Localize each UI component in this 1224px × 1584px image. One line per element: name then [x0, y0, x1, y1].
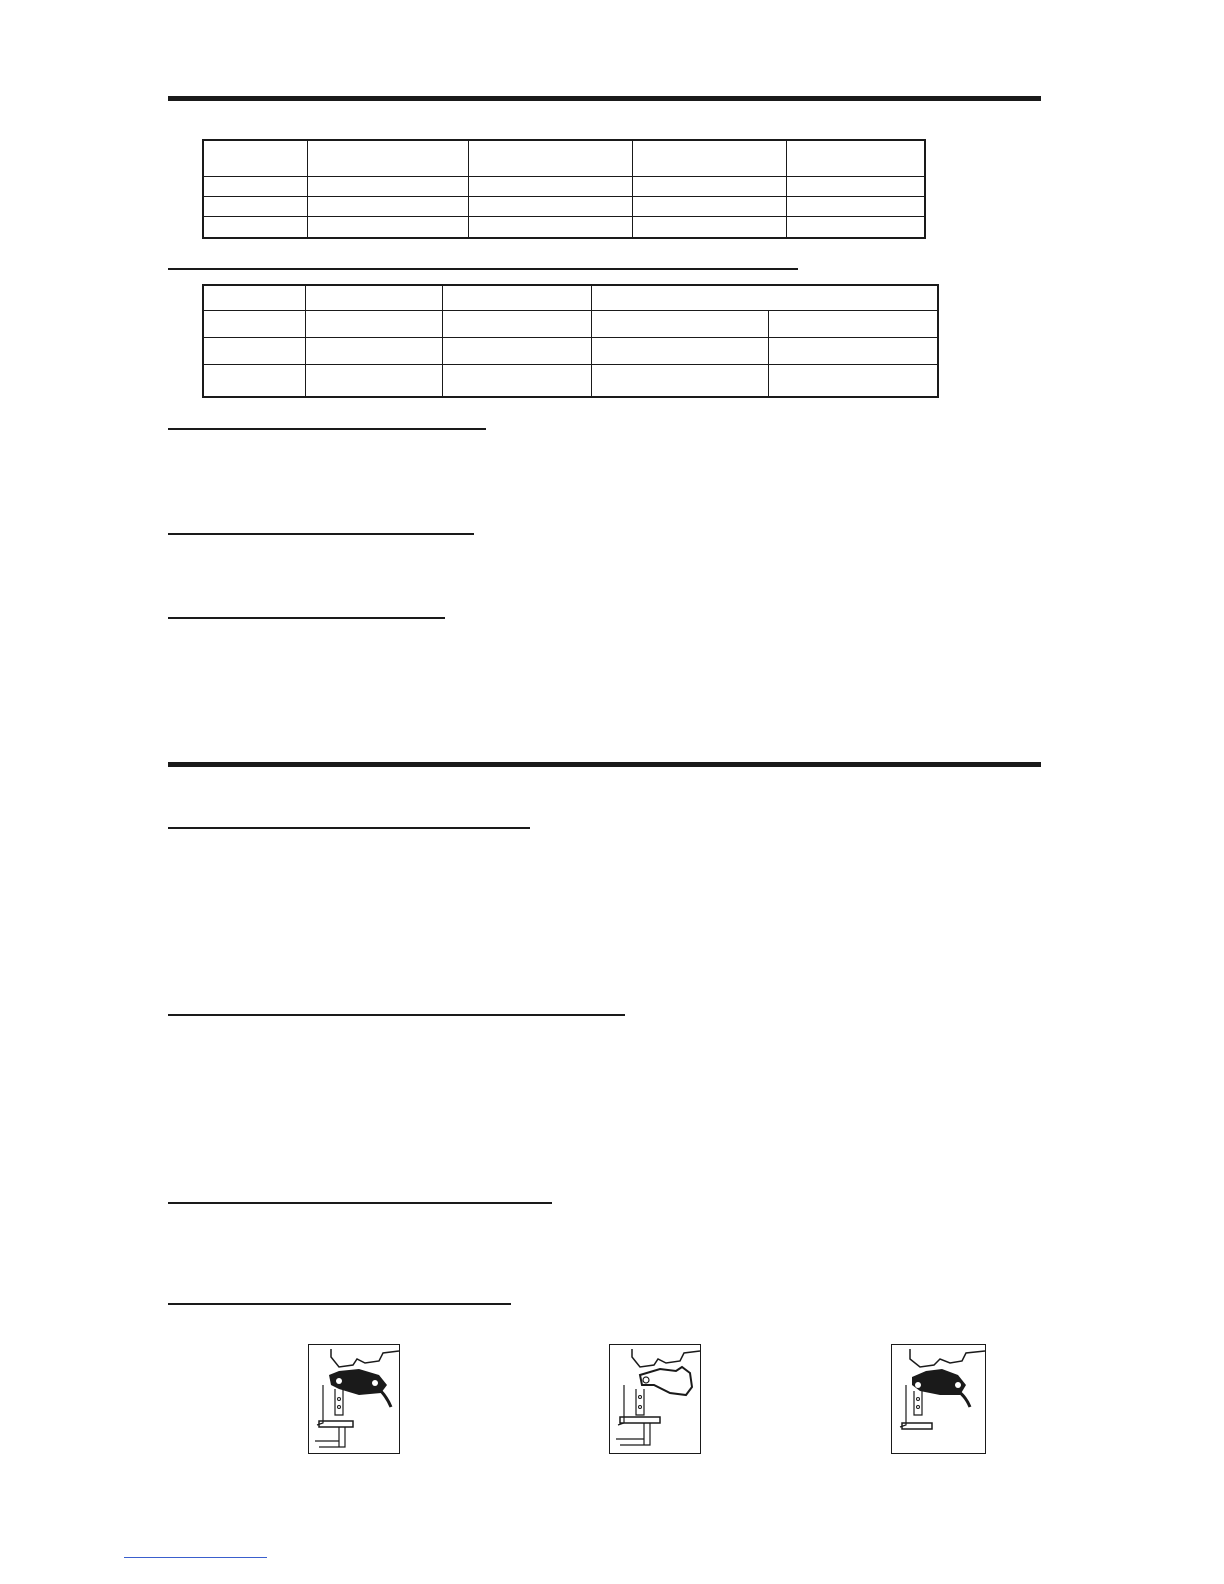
subheading-rule — [168, 617, 445, 619]
table-cell — [203, 140, 307, 176]
section-1-rule — [168, 96, 1041, 101]
table-cell — [203, 176, 307, 196]
table-cell — [203, 196, 307, 216]
table-cell — [768, 310, 938, 337]
table-row — [203, 364, 938, 397]
bracket-illustration-icon — [892, 1345, 985, 1453]
subheading-rule — [168, 1014, 625, 1016]
table-cell — [203, 285, 305, 310]
table-cell — [305, 337, 442, 364]
table-cell — [632, 216, 786, 238]
table-cell — [307, 176, 468, 196]
table-row — [203, 196, 925, 216]
table-row — [203, 310, 938, 337]
figure-bracket-open-light — [609, 1344, 701, 1454]
table-cell — [591, 337, 768, 364]
subheading-rule — [168, 533, 474, 535]
table-cell — [468, 140, 632, 176]
table-cell — [591, 285, 938, 310]
table-cell — [786, 216, 925, 238]
table-cell — [591, 364, 768, 397]
table-cell — [591, 310, 768, 337]
table-cell — [203, 364, 305, 397]
table-cell — [786, 140, 925, 176]
table-header-row — [203, 140, 925, 176]
table-cell — [632, 140, 786, 176]
table-cell — [768, 364, 938, 397]
table-cell — [442, 337, 591, 364]
table-row — [203, 176, 925, 196]
table-cell — [203, 337, 305, 364]
subheading-rule — [168, 1303, 511, 1305]
table-cell — [307, 140, 468, 176]
subheading-rule — [168, 1202, 552, 1204]
table-cell — [203, 310, 305, 337]
bracket-illustration-icon — [610, 1345, 700, 1453]
table-cell — [307, 216, 468, 238]
section-2-rule — [168, 762, 1041, 767]
table-cell — [442, 364, 591, 397]
table-cell — [305, 310, 442, 337]
table-header-row — [203, 285, 938, 310]
table-cell — [468, 216, 632, 238]
footer-link[interactable] — [124, 1557, 267, 1558]
table-row — [203, 216, 925, 238]
table-cell — [442, 310, 591, 337]
spec-table-1 — [202, 139, 926, 239]
table-cell — [632, 176, 786, 196]
table-cell — [786, 196, 925, 216]
figure-bracket-clamped-dark — [308, 1344, 400, 1454]
table-cell — [768, 337, 938, 364]
table-cell — [305, 285, 442, 310]
table-cell — [203, 216, 307, 238]
subheading-rule — [168, 428, 486, 430]
table-cell — [786, 176, 925, 196]
bracket-illustration-icon — [309, 1345, 399, 1453]
table-cell — [305, 364, 442, 397]
table-cell — [468, 196, 632, 216]
subheading-rule — [168, 268, 798, 270]
table-cell — [632, 196, 786, 216]
table-cell — [468, 176, 632, 196]
subheading-rule — [168, 827, 530, 829]
table-cell — [307, 196, 468, 216]
table-cell — [442, 285, 591, 310]
spec-table-2 — [202, 284, 939, 398]
figure-bracket-clamped-short — [891, 1344, 986, 1454]
table-row — [203, 337, 938, 364]
